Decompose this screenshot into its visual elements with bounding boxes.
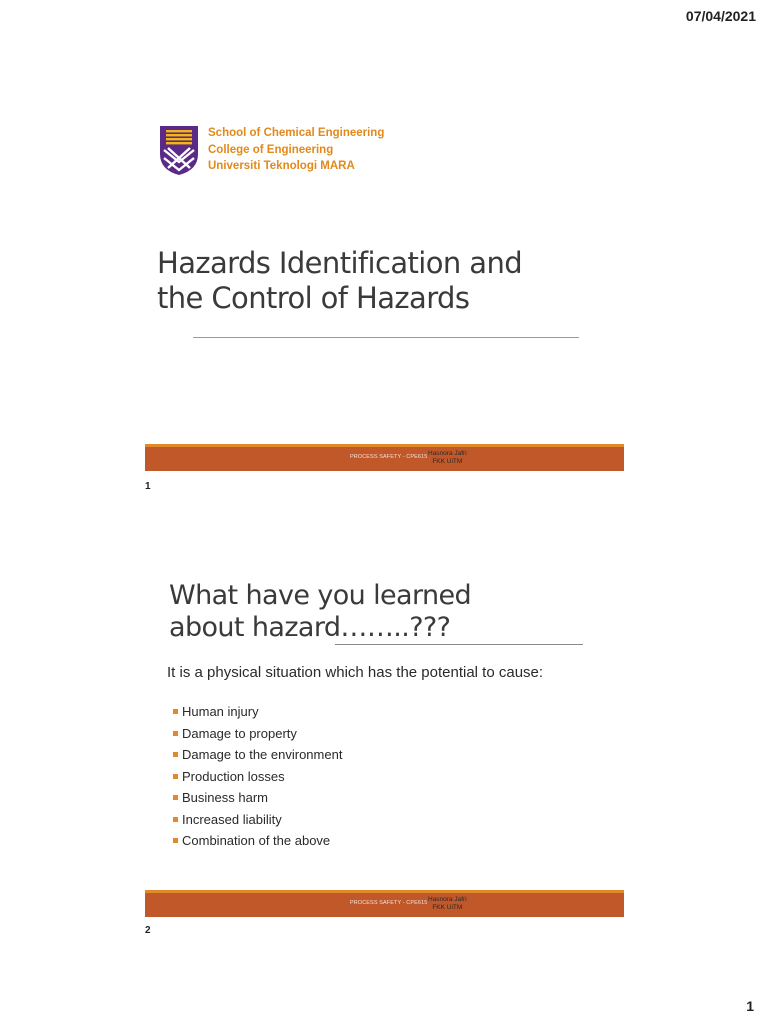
document-date: 07/04/2021 bbox=[685, 8, 756, 24]
title-line: the Control of Hazards bbox=[157, 281, 470, 315]
college-line: College of Engineering bbox=[208, 143, 334, 156]
author-name: Hasnora Jafri bbox=[428, 450, 467, 457]
university-line: Universiti Teknologi MARA bbox=[208, 160, 355, 172]
list-item bbox=[173, 704, 342, 726]
school-line: School of Chemical Engineering bbox=[208, 127, 385, 139]
square-bullet-icon bbox=[173, 838, 178, 843]
title-line: What have you learned bbox=[169, 580, 472, 611]
square-bullet-icon bbox=[173, 752, 178, 757]
list-item-text: Damage to the environment bbox=[182, 747, 343, 762]
title-line: Hazards Identification and bbox=[157, 246, 523, 280]
list-item bbox=[173, 726, 342, 748]
list-item bbox=[173, 769, 342, 791]
hazard-consequence-list bbox=[173, 704, 342, 855]
title-divider bbox=[193, 337, 579, 338]
school-name bbox=[208, 125, 384, 175]
square-bullet-icon bbox=[173, 795, 178, 800]
list-item-text: Business harm bbox=[182, 790, 268, 805]
intro-text: It is a physical situation which has the potential to cause: bbox=[167, 664, 544, 681]
list-item bbox=[173, 790, 342, 812]
list-item-text: Production losses bbox=[182, 768, 285, 784]
author-name: Hasnora Jafri bbox=[428, 896, 467, 903]
author-info bbox=[428, 450, 467, 466]
slide-title bbox=[157, 246, 587, 316]
list-item bbox=[173, 812, 342, 834]
author-info bbox=[428, 896, 467, 912]
list-item-text: Combination of the above bbox=[182, 833, 331, 848]
list-item-text: Increased liability bbox=[182, 811, 282, 827]
square-bullet-icon bbox=[173, 731, 178, 736]
list-item bbox=[173, 833, 342, 855]
list-item-text: Human injury bbox=[182, 704, 259, 719]
slide-title bbox=[169, 580, 579, 644]
author-faculty: FKK UiTM bbox=[432, 904, 463, 911]
square-bullet-icon bbox=[173, 709, 178, 714]
list-item bbox=[173, 747, 342, 769]
slide-number: 1 bbox=[145, 481, 151, 492]
slide-number: 2 bbox=[145, 925, 151, 936]
uitm-crest-icon bbox=[158, 124, 200, 176]
course-code: PROCESS SAFETY - CPE615 bbox=[350, 900, 428, 906]
square-bullet-icon bbox=[173, 817, 178, 822]
square-bullet-icon bbox=[173, 774, 178, 779]
slide-footer bbox=[145, 444, 624, 471]
slide-footer bbox=[145, 890, 624, 917]
course-code: PROCESS SAFETY - CPE615 bbox=[350, 454, 428, 460]
title-divider bbox=[335, 644, 583, 645]
author-faculty: FKK UiTM bbox=[432, 458, 463, 465]
title-line: about hazard……..??? bbox=[169, 612, 451, 643]
page-number: 1 bbox=[746, 998, 754, 1014]
list-item-text: Damage to property bbox=[182, 725, 297, 741]
